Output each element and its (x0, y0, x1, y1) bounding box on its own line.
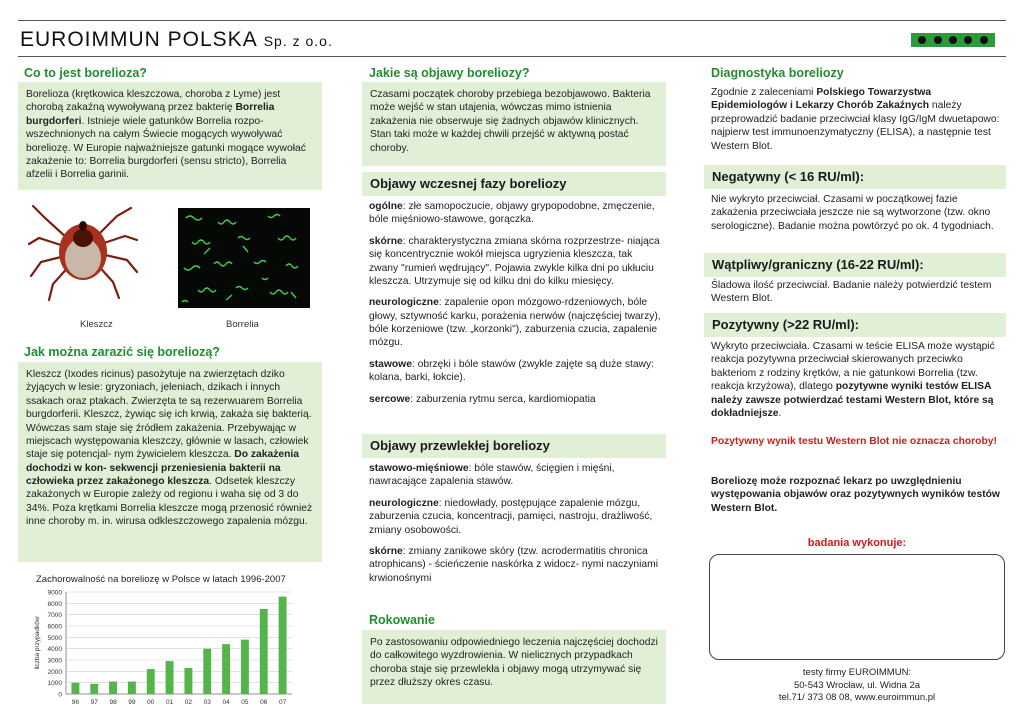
y-tick-label: 3000 (47, 657, 62, 665)
brand-subtitle: Sp. z o.o. (263, 33, 333, 49)
prognosis-text: Po zastosowaniu odpowiedniego leczenia najczęściej dochodzi do całkowitego wyzdrowienia. W nielicznych przypadkach choroba staje się przewlekła i objawy mogą utrzymywać się przez dłuższy okres czasu. (370, 637, 658, 689)
chart-title: Zachorowalność na boreliozę w Polsce w latach 1996-2007 (36, 574, 286, 585)
bar (203, 649, 211, 694)
bar (222, 644, 230, 694)
footer-contact: tel.71/ 373 08 08, www.euroimmun.pl (778, 692, 936, 703)
heading-diagnostics: Diagnostyka boreliozy (711, 66, 844, 80)
heading-symptoms: Jakie są objawy boreliozy? (369, 66, 530, 80)
positive-heading: Pozytywny (>22 RU/ml): (704, 313, 1006, 337)
footer-company: testy firmy EUROIMMUN: (802, 667, 912, 678)
symptom-item: stawowo-mięśniowe: bóle stawów, ścięgien i mięśni, nawracające zapalenia stawów. (369, 463, 615, 488)
bar (241, 640, 249, 694)
x-tick-label: 96 (71, 699, 80, 706)
brand-title: EUROIMMUN POLSKA Sp. z o.o. (20, 28, 333, 51)
infection-box (18, 362, 322, 562)
x-tick-label: 03 (203, 699, 211, 706)
y-tick-label: 0 (58, 691, 62, 699)
bar (109, 682, 117, 694)
borrelia-microscope-image (178, 208, 310, 308)
infection-text: Kleszcz (Ixodes ricinus) pasożytuje na zwierzętach dziko żyjących w lesie: gryzoniach, jeleniach, dzikach i innych ssakach oraz ptakach. Zwierzęta te są rezerwuarem Borrelia burgdorferii. Kleszcz, żywiąc się ich krwią, zakaża się bakterią. Wówczas sam staje się źródłem zakażenia. Przebywając w miejscach występowania kleszczy, głównie w lasach, człowiek staje się potencjal- nym żywicielem kleszcza. Do zakażenia dochodzi w kon- sekwencji przeniesienia bakterii na człowieka przez zakażonego kleszcza. Odsetek kleszczy zakażonych w Europie zależy od regionu i waha się od 3 do 34%. Poza krętkami Borrelia kleszcze mogą przenosić również inne choroby m. in. wirusa odkleszczowego zapalenia mózgu. (26, 369, 313, 528)
prognosis-box (362, 630, 666, 704)
chronic-heading: Objawy przewlekłej boreliozy (362, 434, 666, 458)
tick-caption: Kleszcz (80, 319, 113, 330)
symptom-item: stawowe: obrzęki i bóle stawów (zwykle zajęte są duże stawy: kolana, barki, łokcie). (369, 358, 654, 384)
x-tick-label: 99 (128, 699, 136, 706)
negative-text: Nie wykryto przeciwciał. Czasami w początkowej fazie zakażenia przeciwciała jeszcze nie są wytworzone (tzw. okno serologiczne). Badanie można powtórzyć po ok. 4 tygodniach. (711, 194, 994, 232)
footer-address: 50-543 Wrocław, ul. Widna 2a (793, 680, 921, 691)
y-tick-label: 5000 (47, 634, 62, 642)
red-warning-note: Pozytywny wynik testu Western Blot nie oznacza choroby! (711, 436, 997, 447)
x-tick-label: 98 (109, 699, 117, 706)
stamp-box (709, 554, 1005, 660)
borderline-text: Śladowa ilość przeciwciał. Badanie należy potwierdzić testem Western Blot. (711, 280, 992, 305)
y-tick-label: 6000 (47, 623, 62, 631)
positive-text: Wykryto przeciwciała. Czasami w teście ELISA może wystąpić reakcja pozytywna przeciwciał skierowanych przeciwko bakteriom z rodziny krętków, a nie gatunkowi Borrelia (tzw. reakcja krzyżowa), dlatego pozytywne wyniki testów ELISA należy zawsze potwierdzać testami Western Blot, które są dokładniejsze. (711, 341, 995, 419)
y-tick-label: 4000 (47, 646, 62, 654)
x-tick-label: 07 (278, 699, 287, 706)
borderline-heading: Wątpliwy/graniczny (16-22 RU/ml): (704, 253, 1006, 277)
bar (166, 661, 174, 694)
symptom-item: sercowe: zaburzenia rytmu serca, kardiomiopatia (369, 393, 596, 405)
diagnostics-text: Zgodnie z zaleceniami Polskiego Towarzystwa Epidemiologów i Lekarzy Chorób Zakaźnych należy przeprowadzić badanie przeciwciał klasy IgG/IgM dwuetapowo: najpierw test immunoenzymatyczny (ELISA), a następnie test Western Blot. (711, 87, 1000, 152)
brand-dots-logo (911, 33, 995, 47)
early-symptom-list (369, 200, 661, 414)
early-phase-heading: Objawy wczesnej fazy boreliozy (362, 172, 666, 196)
bar (260, 609, 268, 694)
incidence-bar-chart (30, 586, 300, 714)
performs-tests-label: badania wykonuje: (807, 537, 907, 549)
tick-image (27, 198, 139, 306)
x-tick-label: 00 (147, 699, 155, 706)
top-rule (18, 20, 1006, 21)
symptoms-intro-text: Czasami początek choroby przebiega bezobjawowo. Bakteria może wejść w stan utajenia, wówczas mimo istnienia zakażenia nie obserwuje się żadnych objawów klinicznych. Stan taki może w każdej chwili przejść w aktywną postać choroby. (370, 89, 651, 154)
x-tick-label: 01 (165, 699, 174, 706)
x-tick-label: 06 (260, 699, 268, 706)
intro-text: Borelioza (krętkowica kleszczowa, choroba z Lyme) jest chorobą zakaźną wywoływaną przez bakterię Borrelia burgdorferi. Istnieje wiele gatunków Borrelia rozpo- wszechnionych na całym Świecie mogących wywoływać boreliozę. W Europie najważniejsze gatunki mogące wywołać zakażenie to: Borrelia burgdorferi (sensu stricto), Borrelia afzelii i Borrelia garinii. (26, 89, 306, 181)
y-tick-label: 7000 (47, 612, 62, 620)
bar (128, 682, 136, 694)
chronic-symptom-list (369, 462, 661, 593)
doctor-diagnosis-note: Boreliozę może rozpoznać lekarz po uwzględnieniu występowania objawów oraz pozytywnych wyników testów Western Blot. (711, 476, 1000, 514)
y-tick-label: 9000 (47, 589, 62, 597)
symptom-item: neurologiczne: niedowłady, postępujące zapalenie mózgu, zaburzenia czucia, koncentracji, pamięci, nastroju, drażliwość, zmiany osobowości. (369, 497, 653, 536)
bar (147, 669, 155, 694)
y-axis-label: liczba przypadków (34, 616, 41, 670)
heading-what-is: Co to jest borelioza? (24, 66, 147, 80)
symptom-item: skórne: zmiany zanikowe skóry (tzw. acrodermatitis chronica atrophicans) - ścieńczenie naskórka z widocz- nymi naczyniami krwionośnymi (369, 545, 658, 584)
bar (184, 668, 192, 694)
x-tick-label: 02 (184, 699, 193, 706)
bar (279, 597, 287, 694)
symptom-item: ogólne: złe samopoczucie, objawy grypopodobne, zmęczenie, bóle mięśniowo-stawowe, gorączka. (369, 201, 655, 226)
bar (90, 684, 98, 694)
y-tick-label: 1000 (47, 680, 62, 688)
x-tick-label: 04 (222, 699, 230, 706)
symptoms-intro-box (362, 82, 666, 166)
heading-infection: Jak można zarazić się boreliozą? (24, 345, 220, 359)
heading-prognosis: Rokowanie (369, 613, 435, 627)
bar (71, 683, 79, 694)
borrelia-caption: Borrelia (226, 319, 259, 330)
x-tick-label: 05 (241, 699, 249, 706)
y-tick-label: 2000 (47, 668, 62, 676)
intro-box (18, 82, 322, 190)
symptom-item: skórne: charakterystyczna zmiana skórna rozprzestrze- niająca się koncentrycznie wokół miejsca ugryzienia kleszcza, tak zwany "rumień wędrujący". Pojawia zwykle kilka dni po ukłuciu kleszcza. Utrzymuje się od kilku dni do kilku miesięcy. (369, 235, 660, 287)
y-tick-label: 8000 (47, 600, 62, 608)
x-tick-label: 97 (90, 699, 98, 706)
negative-heading: Negatywny (< 16 RU/ml): (704, 165, 1006, 189)
symptom-item: neurologiczne: zapalenie opon mózgowo-rdzeniowych, bóle głowy, sztywność karku, porażenia nerwów (najczęściej twarzy), bóle korzeniowe (tzw. „korzonki"), zaburzenia czucia, zapalenie mózgu. (369, 297, 661, 349)
header-rule (18, 56, 1006, 57)
